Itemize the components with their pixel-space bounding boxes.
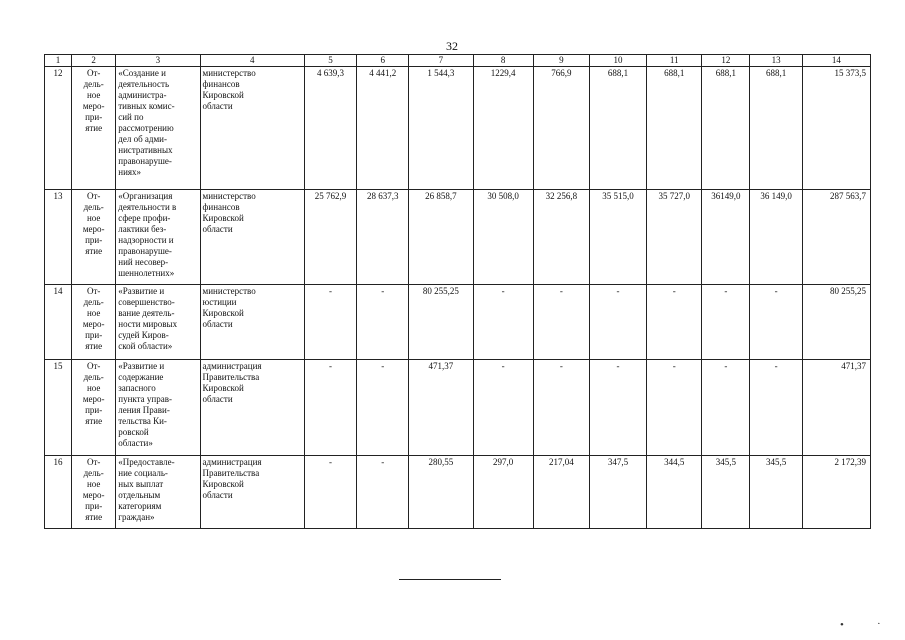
total-cell bbox=[802, 67, 870, 190]
total-cell-text: 15 373,5 bbox=[834, 68, 866, 78]
value-cell-col-8-text: - bbox=[501, 286, 505, 296]
measure-type-cell bbox=[72, 456, 116, 529]
value-cell-col-5-text: - bbox=[329, 457, 333, 467]
value-cell-col-11 bbox=[647, 190, 702, 285]
value-cell-col-8 bbox=[473, 285, 533, 360]
value-cell-col-12-text: 36149,0 bbox=[711, 191, 741, 201]
value-cell-col-8 bbox=[473, 67, 533, 190]
executor-cell-text: администрация Правительства Кировской области bbox=[202, 361, 262, 404]
value-cell-col-13 bbox=[750, 285, 802, 360]
measure-name-cell-text: «Развитие и содержание запасного пункта управ- ления Прави- тельства Ки- ровской области» bbox=[118, 361, 172, 448]
value-cell-col-7-text: 471,37 bbox=[428, 361, 454, 371]
column-header-6: 6 bbox=[357, 55, 409, 67]
page-number: 32 bbox=[446, 39, 458, 53]
measure-name-cell-text: «Развитие и совершенство- вание деятель- ности мировых судей Киров- ской области» bbox=[118, 286, 178, 351]
value-cell-col-8-text: 1229,4 bbox=[490, 68, 516, 78]
header-row bbox=[45, 55, 871, 67]
value-cell-col-10-text: 688,1 bbox=[607, 68, 629, 78]
value-cell-col-8-text: 297,0 bbox=[492, 457, 514, 467]
budget-table bbox=[44, 54, 871, 529]
measure-type-cell-text: От- дель- ное меро- при- ятие bbox=[82, 457, 105, 522]
total-cell-text: 471,37 bbox=[841, 361, 866, 371]
value-cell-col-13-text: 688,1 bbox=[765, 68, 787, 78]
value-cell-col-11 bbox=[647, 285, 702, 360]
value-cell-col-9 bbox=[533, 67, 589, 190]
value-cell-col-8 bbox=[473, 190, 533, 285]
value-cell-col-12 bbox=[702, 360, 750, 456]
column-header-11: 11 bbox=[647, 55, 702, 67]
value-cell-col-9 bbox=[533, 456, 589, 529]
measure-type-cell bbox=[72, 360, 116, 456]
value-cell-col-13-text: 36 149,0 bbox=[760, 191, 792, 201]
table-row bbox=[45, 190, 871, 285]
measure-type-cell bbox=[72, 285, 116, 360]
measure-type-cell bbox=[72, 67, 116, 190]
value-cell-col-12-text: 688,1 bbox=[715, 68, 737, 78]
row-number-cell-text: 12 bbox=[53, 68, 63, 78]
executor-cell bbox=[200, 360, 304, 456]
value-cell-col-13 bbox=[750, 456, 802, 529]
value-cell-col-10 bbox=[589, 67, 646, 190]
value-cell-col-11-text: - bbox=[672, 361, 676, 371]
row-number-cell-text: 14 bbox=[53, 286, 63, 296]
total-cell bbox=[802, 190, 870, 285]
row-number-cell bbox=[45, 67, 72, 190]
value-cell-col-12 bbox=[702, 456, 750, 529]
total-cell bbox=[802, 456, 870, 529]
footer-rule bbox=[399, 579, 501, 580]
value-cell-col-5-text: 4 639,3 bbox=[317, 68, 345, 78]
value-cell-col-11-text: 344,5 bbox=[664, 457, 685, 467]
measure-name-cell bbox=[116, 67, 200, 190]
value-cell-col-11 bbox=[647, 360, 702, 456]
value-cell-col-7-text: 26 858,7 bbox=[425, 191, 457, 201]
measure-type-cell-text: От- дель- ное меро- при- ятие bbox=[82, 361, 105, 426]
table-row bbox=[45, 360, 871, 456]
measure-name-cell-text: «Организация деятельности в сфере профи- лактики без- надзорности и правонаруше- ний несовер- шеннолетних» bbox=[118, 191, 177, 278]
row-number-cell-text: 15 bbox=[53, 361, 63, 371]
value-cell-col-7 bbox=[409, 456, 473, 529]
measure-name-cell bbox=[116, 190, 200, 285]
value-cell-col-7-text: 280,55 bbox=[428, 457, 454, 467]
executor-cell bbox=[200, 456, 304, 529]
measure-name-cell-text: «Создание и деятельность администра- тивных комис- сий по рассмотрению дел об адми- нистративных правонаруше- ниях» bbox=[118, 68, 175, 177]
executor-cell-text: министерство юстиции Кировской области bbox=[202, 286, 256, 329]
value-cell-col-12-text: 345,5 bbox=[715, 457, 737, 467]
row-number-cell-text: 16 bbox=[53, 457, 63, 467]
column-header-13: 13 bbox=[750, 55, 802, 67]
value-cell-col-12 bbox=[702, 285, 750, 360]
measure-name-cell bbox=[116, 360, 200, 456]
value-cell-col-5 bbox=[304, 360, 356, 456]
column-header-3: 3 bbox=[116, 55, 200, 67]
value-cell-col-12 bbox=[702, 190, 750, 285]
value-cell-col-10-text: - bbox=[616, 361, 620, 371]
value-cell-col-9 bbox=[533, 360, 589, 456]
column-header-1: 1 bbox=[45, 55, 72, 67]
row-number-cell bbox=[45, 285, 72, 360]
executor-cell bbox=[200, 67, 304, 190]
value-cell-col-12 bbox=[702, 67, 750, 190]
value-cell-col-8 bbox=[473, 360, 533, 456]
value-cell-col-7 bbox=[409, 67, 473, 190]
executor-cell bbox=[200, 190, 304, 285]
value-cell-col-6-text: 4 441,2 bbox=[369, 68, 397, 78]
value-cell-col-8 bbox=[473, 456, 533, 529]
measure-name-cell bbox=[116, 285, 200, 360]
value-cell-col-10 bbox=[589, 456, 646, 529]
column-header-9: 9 bbox=[533, 55, 589, 67]
value-cell-col-6 bbox=[357, 456, 409, 529]
row-number-cell bbox=[45, 190, 72, 285]
value-cell-col-5 bbox=[304, 456, 356, 529]
column-header-8: 8 bbox=[473, 55, 533, 67]
scan-speck: · bbox=[877, 618, 881, 630]
measure-type-cell-text: От- дель- ное меро- при- ятие bbox=[82, 286, 105, 351]
column-header-10: 10 bbox=[589, 55, 646, 67]
value-cell-col-10-text: 35 515,0 bbox=[602, 191, 634, 201]
value-cell-col-9 bbox=[533, 190, 589, 285]
row-number-cell-text: 13 bbox=[53, 191, 63, 201]
value-cell-col-11 bbox=[647, 456, 702, 529]
column-header-12: 12 bbox=[702, 55, 750, 67]
measure-name-cell-text: «Предоставле- ние социаль- ных выплат отдельным категориям граждан» bbox=[118, 457, 175, 522]
column-header-2: 2 bbox=[72, 55, 116, 67]
value-cell-col-7 bbox=[409, 190, 473, 285]
value-cell-col-9-text: 766,9 bbox=[551, 68, 572, 78]
row-number-cell bbox=[45, 360, 72, 456]
value-cell-col-7-text: 80 255,25 bbox=[422, 286, 459, 296]
value-cell-col-10 bbox=[589, 360, 646, 456]
value-cell-col-6-text: - bbox=[381, 457, 385, 467]
value-cell-col-9-text: 217,04 bbox=[548, 457, 574, 467]
value-cell-col-5 bbox=[304, 285, 356, 360]
column-header-14: 14 bbox=[802, 55, 870, 67]
value-cell-col-7 bbox=[409, 285, 473, 360]
value-cell-col-10-text: 347,5 bbox=[607, 457, 629, 467]
value-cell-col-12-text: - bbox=[724, 286, 728, 296]
value-cell-col-6-text: - bbox=[381, 286, 385, 296]
executor-cell-text: министерство финансов Кировской области bbox=[202, 68, 256, 111]
value-cell-col-7-text: 1 544,3 bbox=[427, 68, 455, 78]
table-row bbox=[45, 456, 871, 529]
value-cell-col-11-text: - bbox=[672, 286, 676, 296]
value-cell-col-9-text: - bbox=[559, 286, 563, 296]
row-number-cell bbox=[45, 456, 72, 529]
total-cell-text: 2 172,39 bbox=[834, 457, 866, 467]
value-cell-col-8-text: 30 508,0 bbox=[487, 191, 519, 201]
value-cell-col-13-text: - bbox=[774, 361, 778, 371]
value-cell-col-6 bbox=[357, 67, 409, 190]
value-cell-col-13 bbox=[750, 67, 802, 190]
value-cell-col-13-text: 345,5 bbox=[765, 457, 787, 467]
value-cell-col-6 bbox=[357, 190, 409, 285]
value-cell-col-9-text: 32 256,8 bbox=[545, 191, 578, 201]
value-cell-col-6 bbox=[357, 285, 409, 360]
column-header-4: 4 bbox=[200, 55, 304, 67]
measure-name-cell bbox=[116, 456, 200, 529]
table-row bbox=[45, 67, 871, 190]
total-cell bbox=[802, 285, 870, 360]
value-cell-col-8-text: - bbox=[501, 361, 505, 371]
value-cell-col-5-text: - bbox=[329, 286, 333, 296]
table-body bbox=[45, 67, 871, 529]
measure-type-cell-text: От- дель- ное меро- при- ятие bbox=[82, 68, 105, 133]
measure-type-cell-text: От- дель- ное меро- при- ятие bbox=[82, 191, 105, 256]
value-cell-col-11 bbox=[647, 67, 702, 190]
value-cell-col-5 bbox=[304, 190, 356, 285]
column-header-5: 5 bbox=[304, 55, 356, 67]
executor-cell-text: министерство финансов Кировской области bbox=[202, 191, 256, 234]
value-cell-col-12-text: - bbox=[724, 361, 728, 371]
value-cell-col-13 bbox=[750, 190, 802, 285]
value-cell-col-5 bbox=[304, 67, 356, 190]
total-cell-text: 287 563,7 bbox=[830, 191, 866, 201]
value-cell-col-6 bbox=[357, 360, 409, 456]
scan-speck: • bbox=[840, 619, 844, 631]
table-header bbox=[45, 55, 871, 67]
executor-cell bbox=[200, 285, 304, 360]
value-cell-col-10 bbox=[589, 285, 646, 360]
value-cell-col-6-text: 28 637,3 bbox=[366, 191, 399, 201]
total-cell-text: 80 255,25 bbox=[830, 286, 866, 296]
total-cell bbox=[802, 360, 870, 456]
column-header-7: 7 bbox=[409, 55, 473, 67]
value-cell-col-10-text: - bbox=[616, 286, 620, 296]
value-cell-col-5-text: - bbox=[329, 361, 333, 371]
value-cell-col-9-text: - bbox=[559, 361, 563, 371]
table-row bbox=[45, 285, 871, 360]
value-cell-col-7 bbox=[409, 360, 473, 456]
value-cell-col-13-text: - bbox=[774, 286, 778, 296]
value-cell-col-9 bbox=[533, 285, 589, 360]
executor-cell-text: администрация Правительства Кировской области bbox=[202, 457, 262, 500]
measure-type-cell bbox=[72, 190, 116, 285]
value-cell-col-13 bbox=[750, 360, 802, 456]
value-cell-col-10 bbox=[589, 190, 646, 285]
value-cell-col-5-text: 25 762,9 bbox=[314, 191, 347, 201]
value-cell-col-11-text: 688,1 bbox=[664, 68, 685, 78]
value-cell-col-11-text: 35 727,0 bbox=[658, 191, 690, 201]
value-cell-col-6-text: - bbox=[381, 361, 385, 371]
